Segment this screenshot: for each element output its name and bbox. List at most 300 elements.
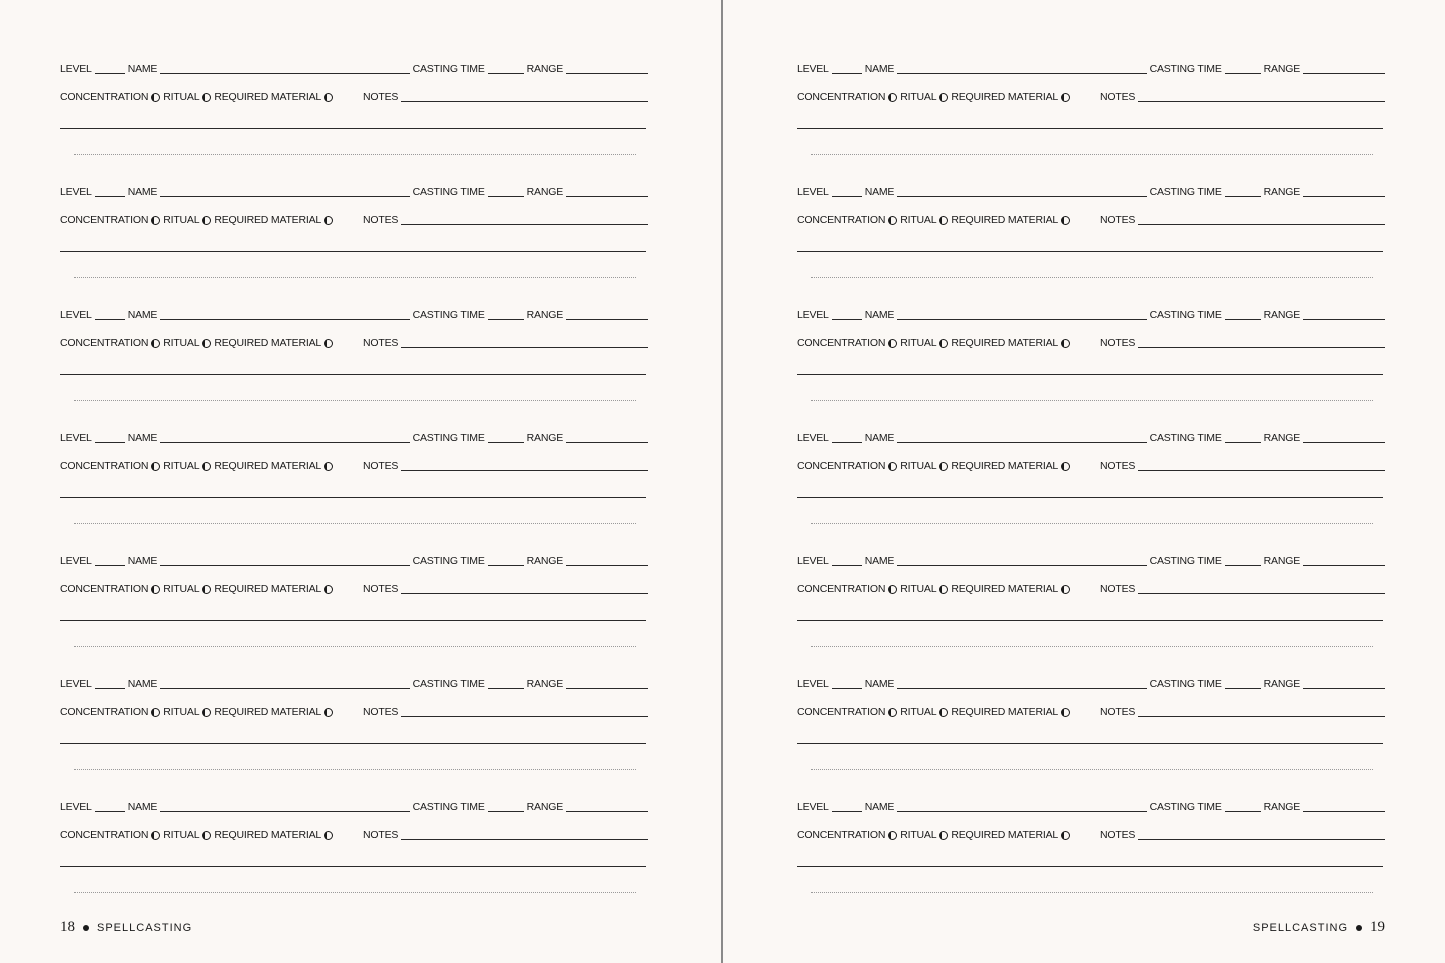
ritual-checkbox[interactable]: [939, 708, 948, 717]
name-label: NAME: [864, 555, 895, 567]
notes-label: NOTES: [363, 214, 399, 226]
name-field[interactable]: [897, 565, 1146, 566]
name-label: NAME: [864, 432, 895, 444]
casting-time-label: CASTING TIME: [412, 186, 485, 198]
ritual-label: RITUAL: [900, 829, 937, 841]
level-label: LEVEL: [797, 63, 829, 75]
entry-divider: [811, 523, 1373, 524]
concentration-checkbox[interactable]: [151, 831, 160, 840]
concentration-label: CONCENTRATION: [797, 706, 886, 718]
name-label: NAME: [864, 309, 895, 321]
casting-time-field[interactable]: [488, 196, 524, 197]
ritual-label: RITUAL: [900, 337, 937, 349]
concentration-checkbox[interactable]: [888, 462, 897, 471]
required-material-label: REQUIRED MATERIAL: [951, 706, 1059, 718]
required-material-checkbox[interactable]: [324, 708, 333, 717]
page-number: 19: [1370, 919, 1385, 935]
range-label: RANGE: [1263, 678, 1300, 690]
spell-header-row: [797, 307, 1385, 321]
level-field[interactable]: [95, 811, 125, 812]
notes-continuation-line[interactable]: [60, 497, 646, 498]
ritual-label: RITUAL: [900, 91, 937, 103]
name-field[interactable]: [160, 688, 409, 689]
folio-right: [1253, 919, 1385, 936]
spell-header-row: [60, 61, 648, 75]
notes-continuation-line[interactable]: [60, 374, 646, 375]
casting-time-label: CASTING TIME: [1149, 801, 1222, 813]
spell-entry: [60, 427, 648, 550]
level-field[interactable]: [95, 73, 125, 74]
notes-field[interactable]: [1138, 593, 1385, 594]
spell-entries-left: [60, 58, 648, 919]
concentration-checkbox[interactable]: [888, 339, 897, 348]
notes-field[interactable]: [401, 101, 648, 102]
level-label: LEVEL: [60, 186, 92, 198]
required-material-checkbox[interactable]: [1061, 216, 1070, 225]
casting-time-label: CASTING TIME: [1149, 555, 1222, 567]
casting-time-label: CASTING TIME: [1149, 309, 1222, 321]
notes-continuation-line[interactable]: [797, 620, 1383, 621]
ritual-checkbox[interactable]: [202, 339, 211, 348]
spell-header-row: [60, 430, 648, 444]
concentration-label: CONCENTRATION: [60, 829, 149, 841]
section-title: SPELLCASTING: [1252, 921, 1348, 934]
name-field[interactable]: [160, 442, 409, 443]
required-material-label: REQUIRED MATERIAL: [214, 829, 322, 841]
level-label: LEVEL: [797, 186, 829, 198]
name-field[interactable]: [160, 565, 409, 566]
spell-entry: [797, 181, 1385, 304]
range-field[interactable]: [1303, 73, 1385, 74]
range-field[interactable]: [566, 688, 648, 689]
spell-header-row: [60, 676, 648, 690]
concentration-checkbox[interactable]: [888, 93, 897, 102]
level-field[interactable]: [832, 811, 862, 812]
entry-divider: [74, 646, 636, 647]
spell-entries-right: [797, 58, 1385, 919]
spell-options-row: [60, 458, 648, 472]
required-material-label: REQUIRED MATERIAL: [951, 583, 1059, 595]
required-material-checkbox[interactable]: [324, 462, 333, 471]
range-label: RANGE: [526, 432, 563, 444]
ritual-checkbox[interactable]: [939, 462, 948, 471]
casting-time-field[interactable]: [488, 811, 524, 812]
entry-divider: [811, 769, 1373, 770]
spell-options-row: [797, 335, 1385, 349]
notes-field[interactable]: [1138, 224, 1385, 225]
spell-entry: [797, 58, 1385, 181]
entry-divider: [74, 523, 636, 524]
required-material-label: REQUIRED MATERIAL: [214, 337, 322, 349]
spell-header-row: [797, 799, 1385, 813]
level-field[interactable]: [95, 196, 125, 197]
name-field[interactable]: [897, 442, 1146, 443]
required-material-label: REQUIRED MATERIAL: [214, 583, 322, 595]
range-label: RANGE: [1263, 555, 1300, 567]
entry-divider: [74, 400, 636, 401]
ritual-label: RITUAL: [900, 214, 937, 226]
name-field[interactable]: [897, 811, 1146, 812]
level-field[interactable]: [95, 319, 125, 320]
level-label: LEVEL: [60, 801, 92, 813]
required-material-label: REQUIRED MATERIAL: [951, 214, 1059, 226]
concentration-label: CONCENTRATION: [60, 583, 149, 595]
spell-options-row: [797, 89, 1385, 103]
notes-field[interactable]: [1138, 101, 1385, 102]
page-number: 18: [60, 919, 75, 935]
notes-label: NOTES: [363, 91, 399, 103]
entry-divider: [74, 154, 636, 155]
range-field[interactable]: [1303, 688, 1385, 689]
entry-divider: [811, 646, 1373, 647]
casting-time-label: CASTING TIME: [1149, 432, 1222, 444]
level-field[interactable]: [832, 442, 862, 443]
name-label: NAME: [127, 678, 158, 690]
casting-time-field[interactable]: [488, 442, 524, 443]
concentration-label: CONCENTRATION: [797, 91, 886, 103]
casting-time-field[interactable]: [1225, 811, 1261, 812]
name-field[interactable]: [160, 196, 409, 197]
ritual-label: RITUAL: [163, 583, 200, 595]
required-material-label: REQUIRED MATERIAL: [951, 91, 1059, 103]
ritual-label: RITUAL: [163, 460, 200, 472]
range-field[interactable]: [1303, 319, 1385, 320]
range-field[interactable]: [1303, 811, 1385, 812]
range-field[interactable]: [1303, 565, 1385, 566]
ritual-checkbox[interactable]: [202, 462, 211, 471]
range-label: RANGE: [1263, 63, 1300, 75]
notes-field[interactable]: [401, 839, 648, 840]
entry-divider: [74, 769, 636, 770]
range-label: RANGE: [1263, 186, 1300, 198]
range-field[interactable]: [566, 442, 648, 443]
bullet-icon: [83, 925, 89, 931]
concentration-checkbox[interactable]: [151, 216, 160, 225]
ritual-checkbox[interactable]: [202, 216, 211, 225]
name-label: NAME: [127, 63, 158, 75]
ritual-checkbox[interactable]: [202, 831, 211, 840]
casting-time-label: CASTING TIME: [412, 801, 485, 813]
range-label: RANGE: [1263, 309, 1300, 321]
required-material-label: REQUIRED MATERIAL: [951, 460, 1059, 472]
notes-label: NOTES: [1100, 460, 1136, 472]
bullet-icon: [1356, 925, 1362, 931]
notes-label: NOTES: [1100, 214, 1136, 226]
spell-options-row: [60, 89, 648, 103]
left-page: [0, 0, 722, 963]
required-material-label: REQUIRED MATERIAL: [214, 214, 322, 226]
spell-header-row: [797, 184, 1385, 198]
notes-field[interactable]: [401, 347, 648, 348]
range-field[interactable]: [566, 319, 648, 320]
notes-field[interactable]: [401, 593, 648, 594]
notes-field[interactable]: [1138, 716, 1385, 717]
required-material-checkbox[interactable]: [1061, 831, 1070, 840]
name-label: NAME: [127, 186, 158, 198]
spell-header-row: [60, 307, 648, 321]
required-material-checkbox[interactable]: [324, 339, 333, 348]
entry-divider: [74, 277, 636, 278]
notes-label: NOTES: [363, 583, 399, 595]
casting-time-field[interactable]: [1225, 73, 1261, 74]
level-field[interactable]: [95, 688, 125, 689]
spell-header-row: [60, 553, 648, 567]
required-material-checkbox[interactable]: [324, 216, 333, 225]
notes-continuation-line[interactable]: [797, 374, 1383, 375]
range-field[interactable]: [1303, 196, 1385, 197]
concentration-label: CONCENTRATION: [60, 91, 149, 103]
casting-time-field[interactable]: [1225, 688, 1261, 689]
concentration-label: CONCENTRATION: [797, 214, 886, 226]
level-label: LEVEL: [60, 678, 92, 690]
range-field[interactable]: [566, 811, 648, 812]
casting-time-field[interactable]: [488, 688, 524, 689]
notes-label: NOTES: [363, 460, 399, 472]
concentration-label: CONCENTRATION: [60, 706, 149, 718]
casting-time-field[interactable]: [488, 565, 524, 566]
name-field[interactable]: [160, 73, 409, 74]
name-field[interactable]: [897, 319, 1146, 320]
casting-time-label: CASTING TIME: [1149, 678, 1222, 690]
spell-entry: [797, 304, 1385, 427]
spell-options-row: [60, 335, 648, 349]
casting-time-label: CASTING TIME: [412, 432, 485, 444]
notes-label: NOTES: [1100, 583, 1136, 595]
notes-field[interactable]: [401, 224, 648, 225]
range-label: RANGE: [1263, 432, 1300, 444]
spell-entry: [797, 427, 1385, 550]
name-field[interactable]: [897, 196, 1146, 197]
concentration-label: CONCENTRATION: [60, 214, 149, 226]
folio-left: [60, 919, 192, 936]
level-label: LEVEL: [60, 555, 92, 567]
required-material-checkbox[interactable]: [1061, 708, 1070, 717]
ritual-label: RITUAL: [163, 214, 200, 226]
spell-entry: [60, 304, 648, 427]
spell-entry: [60, 550, 648, 673]
concentration-checkbox[interactable]: [888, 585, 897, 594]
notes-continuation-line[interactable]: [797, 866, 1383, 867]
concentration-label: CONCENTRATION: [797, 337, 886, 349]
range-label: RANGE: [1263, 801, 1300, 813]
spell-entry: [797, 796, 1385, 919]
name-label: NAME: [127, 432, 158, 444]
concentration-label: CONCENTRATION: [797, 460, 886, 472]
notes-field[interactable]: [1138, 470, 1385, 471]
name-field[interactable]: [160, 811, 409, 812]
notes-field[interactable]: [1138, 839, 1385, 840]
section-title: SPELLCASTING: [97, 921, 193, 934]
casting-time-label: CASTING TIME: [412, 309, 485, 321]
notes-continuation-line[interactable]: [797, 251, 1383, 252]
entry-divider: [74, 892, 636, 893]
ritual-checkbox[interactable]: [939, 339, 948, 348]
notes-label: NOTES: [1100, 91, 1136, 103]
notes-continuation-line[interactable]: [60, 866, 646, 867]
entry-divider: [811, 154, 1373, 155]
spell-header-row: [60, 184, 648, 198]
ritual-label: RITUAL: [900, 460, 937, 472]
notes-label: NOTES: [363, 337, 399, 349]
spell-header-row: [797, 61, 1385, 75]
notes-label: NOTES: [363, 706, 399, 718]
spell-options-row: [797, 827, 1385, 841]
right-page: [723, 0, 1445, 963]
ritual-checkbox[interactable]: [202, 708, 211, 717]
spell-entry: [797, 673, 1385, 796]
casting-time-label: CASTING TIME: [1149, 63, 1222, 75]
concentration-checkbox[interactable]: [151, 585, 160, 594]
spell-header-row: [797, 553, 1385, 567]
casting-time-field[interactable]: [488, 73, 524, 74]
casting-time-label: CASTING TIME: [412, 63, 485, 75]
level-field[interactable]: [832, 196, 862, 197]
ritual-checkbox[interactable]: [939, 585, 948, 594]
required-material-checkbox[interactable]: [324, 585, 333, 594]
spell-header-row: [797, 676, 1385, 690]
spell-options-row: [60, 827, 648, 841]
notes-label: NOTES: [1100, 706, 1136, 718]
range-label: RANGE: [526, 186, 563, 198]
required-material-label: REQUIRED MATERIAL: [951, 337, 1059, 349]
casting-time-field[interactable]: [488, 319, 524, 320]
spell-options-row: [797, 212, 1385, 226]
notes-field[interactable]: [401, 716, 648, 717]
required-material-checkbox[interactable]: [1061, 462, 1070, 471]
level-field[interactable]: [832, 565, 862, 566]
entry-divider: [811, 400, 1373, 401]
ritual-checkbox[interactable]: [202, 585, 211, 594]
name-label: NAME: [864, 678, 895, 690]
entry-divider: [811, 892, 1373, 893]
ritual-label: RITUAL: [900, 706, 937, 718]
name-label: NAME: [127, 801, 158, 813]
spell-entry: [60, 673, 648, 796]
concentration-checkbox[interactable]: [888, 708, 897, 717]
notes-field[interactable]: [1138, 347, 1385, 348]
level-label: LEVEL: [797, 678, 829, 690]
range-field[interactable]: [1303, 442, 1385, 443]
ritual-label: RITUAL: [163, 829, 200, 841]
concentration-checkbox[interactable]: [888, 216, 897, 225]
notes-continuation-line[interactable]: [797, 128, 1383, 129]
ritual-checkbox[interactable]: [939, 831, 948, 840]
spell-options-row: [797, 581, 1385, 595]
required-material-checkbox[interactable]: [1061, 93, 1070, 102]
notes-label: NOTES: [363, 829, 399, 841]
concentration-checkbox[interactable]: [151, 708, 160, 717]
casting-time-field[interactable]: [1225, 319, 1261, 320]
casting-time-label: CASTING TIME: [412, 555, 485, 567]
level-field[interactable]: [832, 73, 862, 74]
range-field[interactable]: [566, 565, 648, 566]
concentration-checkbox[interactable]: [151, 93, 160, 102]
ritual-checkbox[interactable]: [939, 216, 948, 225]
level-field[interactable]: [95, 442, 125, 443]
level-label: LEVEL: [60, 63, 92, 75]
notes-field[interactable]: [401, 470, 648, 471]
required-material-label: REQUIRED MATERIAL: [214, 706, 322, 718]
level-label: LEVEL: [60, 432, 92, 444]
level-field[interactable]: [832, 688, 862, 689]
notes-continuation-line[interactable]: [797, 743, 1383, 744]
notes-continuation-line[interactable]: [797, 497, 1383, 498]
notes-label: NOTES: [1100, 829, 1136, 841]
name-label: NAME: [864, 801, 895, 813]
notes-continuation-line[interactable]: [60, 128, 646, 129]
concentration-label: CONCENTRATION: [797, 829, 886, 841]
spell-options-row: [797, 458, 1385, 472]
required-material-checkbox[interactable]: [1061, 585, 1070, 594]
notes-continuation-line[interactable]: [60, 620, 646, 621]
casting-time-field[interactable]: [1225, 565, 1261, 566]
level-label: LEVEL: [797, 801, 829, 813]
spell-entry: [60, 58, 648, 181]
concentration-label: CONCENTRATION: [60, 460, 149, 472]
required-material-label: REQUIRED MATERIAL: [214, 460, 322, 472]
concentration-checkbox[interactable]: [151, 339, 160, 348]
concentration-checkbox[interactable]: [151, 462, 160, 471]
required-material-label: REQUIRED MATERIAL: [951, 829, 1059, 841]
range-label: RANGE: [526, 63, 563, 75]
level-field[interactable]: [832, 319, 862, 320]
name-label: NAME: [864, 63, 895, 75]
ritual-label: RITUAL: [163, 91, 200, 103]
spell-entry: [60, 796, 648, 919]
level-label: LEVEL: [797, 555, 829, 567]
spell-entry: [60, 181, 648, 304]
required-material-label: REQUIRED MATERIAL: [214, 91, 322, 103]
casting-time-field[interactable]: [1225, 442, 1261, 443]
notes-continuation-line[interactable]: [60, 743, 646, 744]
ritual-label: RITUAL: [900, 583, 937, 595]
ritual-checkbox[interactable]: [202, 93, 211, 102]
ritual-label: RITUAL: [163, 337, 200, 349]
level-label: LEVEL: [797, 432, 829, 444]
casting-time-label: CASTING TIME: [1149, 186, 1222, 198]
casting-time-field[interactable]: [1225, 196, 1261, 197]
range-field[interactable]: [566, 73, 648, 74]
spell-entry: [797, 550, 1385, 673]
required-material-checkbox[interactable]: [324, 93, 333, 102]
ritual-checkbox[interactable]: [939, 93, 948, 102]
name-label: NAME: [127, 309, 158, 321]
concentration-label: CONCENTRATION: [60, 337, 149, 349]
concentration-checkbox[interactable]: [888, 831, 897, 840]
range-field[interactable]: [566, 196, 648, 197]
name-field[interactable]: [897, 688, 1146, 689]
required-material-checkbox[interactable]: [324, 831, 333, 840]
spell-options-row: [60, 581, 648, 595]
name-label: NAME: [127, 555, 158, 567]
required-material-checkbox[interactable]: [1061, 339, 1070, 348]
range-label: RANGE: [526, 555, 563, 567]
level-field[interactable]: [95, 565, 125, 566]
spell-header-row: [60, 799, 648, 813]
level-label: LEVEL: [797, 309, 829, 321]
entry-divider: [811, 277, 1373, 278]
name-field[interactable]: [160, 319, 409, 320]
spell-options-row: [797, 704, 1385, 718]
notes-continuation-line[interactable]: [60, 251, 646, 252]
spell-options-row: [60, 704, 648, 718]
name-field[interactable]: [897, 73, 1146, 74]
spell-options-row: [60, 212, 648, 226]
notes-label: NOTES: [1100, 337, 1136, 349]
level-label: LEVEL: [60, 309, 92, 321]
range-label: RANGE: [526, 309, 563, 321]
range-label: RANGE: [526, 678, 563, 690]
